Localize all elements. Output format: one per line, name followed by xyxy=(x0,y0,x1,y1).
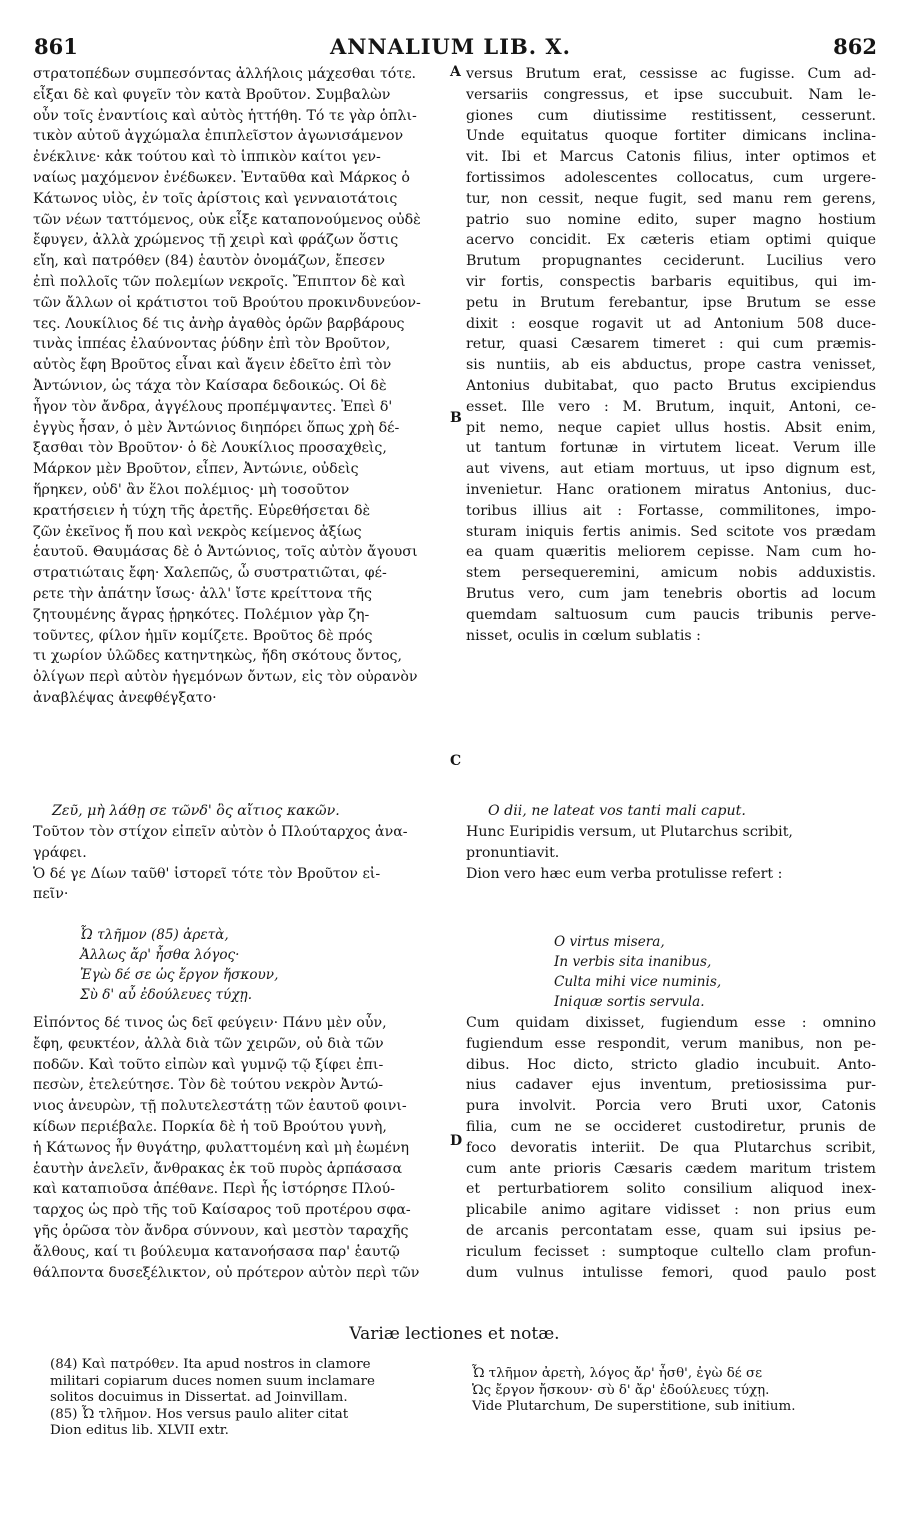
greek-text-line: ἑαυτοῦ. Θαυμάσας δὲ ὁ Ἀντώνιος, τοῖς αὐτὸν ἄγουσι xyxy=(33,544,418,561)
latin-text-line: filia, cum ne se occideret custodiretur, prunis de xyxy=(466,1118,876,1135)
greek-text-line: ἄλθους, καί τι βούλευμα κατανοήσασα παρ' ἑαυτῷ xyxy=(33,1243,400,1260)
note-right-line: Ὡς ἔργον ἤσκουν· σὺ δ' ἄρ' ἐδούλευες τύχῃ. xyxy=(472,1382,770,1398)
latin-text-line: sturam iniquis fertis animis. Sed scitote vos prædam xyxy=(466,523,876,540)
greek-column-top xyxy=(33,64,447,709)
latin-text-line: pura involvit. Porcia vero Bruti uxor, Catonis xyxy=(466,1098,876,1115)
greek-text-line: τῶν ἄλλων οἱ κράτιστοι τοῦ Βρούτου προκινδυνεύον- xyxy=(33,294,421,311)
note-right-line: Ὦ τλῆμον ἀρετὴ, λόγος ἄρ' ἦσθ', ἐγὼ δέ σε xyxy=(472,1366,763,1381)
latin-text-line: dibus. Hoc dicto, stricto gladio incubuit. Anto- xyxy=(466,1056,876,1073)
greek-text-line: πεσὼν, ἐτελεύτησε. Τὸν δὲ τούτου νεκρὸν Ἀντώ- xyxy=(33,1077,384,1094)
page-number-right: 862 xyxy=(833,34,877,59)
latin-text-line: Hunc Euripidis versum, ut Plutarchus scribit, xyxy=(466,824,793,840)
greek-poem-line: Ἐγὼ δέ σε ὡς ἔργον ἤσκουν, xyxy=(80,967,279,983)
latin-column-bottom xyxy=(466,1013,876,1283)
latin-text-line: ut tantum fortunæ in virtutem liceat. Verum ille xyxy=(466,440,876,457)
latin-text-line: Cum quidam dixisset, fugiendum esse : omnino xyxy=(466,1015,876,1031)
greek-text-line: κίδων περιέβαλε. Πορκία δὲ ἡ τοῦ Βρούτου γυνὴ, xyxy=(33,1118,387,1135)
greek-verse: Ζεῦ, μὴ λάθῃ σε τῶνδ' ὃς αἴτιος κακῶν. xyxy=(52,803,340,819)
greek-text-line: ἡ Κάτωνος ἦν θυγάτηρ, φυλαττομένη καὶ μὴ ἐωμένη xyxy=(33,1139,410,1156)
greek-text-line: Ἀντώνιον, ὡς τάχα τὸν Καίσαρα δεδοικώς. Οἱ δὲ xyxy=(33,377,387,394)
greek-text-line: πεῖν· xyxy=(33,886,69,903)
greek-text-line: στρατοπέδων συμπεσόντας ἀλλήλοις μάχεσθαι τότε. xyxy=(33,66,417,82)
latin-text-line: ea quam quæritis meliorem cepisse. Nam cum ho- xyxy=(466,544,876,561)
latin-text-line: fortissimos adolescentes collocatus, cum urgere- xyxy=(466,169,876,186)
greek-text-line: ἥρηκεν, οὐδ' ἂν ἕλοι πολέμιος· μὴ τοσοῦτον xyxy=(33,481,350,498)
greek-text-line: ἐγγὺς ἦσαν, ὁ μὲν Ἀντώνιος διηπόρει ὅπως χρὴ δέ- xyxy=(33,419,400,436)
greek-text-line: ζῶν ἐκεῖνος ἤ που καὶ νεκρὸς κείμενος ἀξίως xyxy=(33,523,362,540)
latin-text-line: dum vulnus intulisse femori, quod paulo post xyxy=(466,1264,876,1281)
latin-text-line: pit nemo, neque capiet ullus hostis. Absit enim, xyxy=(466,419,876,436)
greek-text-line: εἶξαι δὲ καὶ φυγεῖν τὸν κατὰ Βροῦτον. Συμβαλὼν xyxy=(33,86,391,103)
greek-text-line: νιος ἀνευρὼν, τῇ πολυτελεστάτῃ τῶν ἑαυτοῦ φοινι- xyxy=(33,1098,407,1115)
greek-text-line: ἑαυτὴν ἀνελεῖν, ἄνθρακας ἐκ τοῦ πυρὸς ἁρπάσασα xyxy=(33,1160,403,1177)
greek-text-line: καὶ καταπιοῦσα ἀπέθανε. Περὶ ἧς ἱστόρησε Πλού- xyxy=(33,1181,396,1198)
greek-text-line: ζητουμένης ἄγρας ᾑρηκότες. Πολέμιον γὰρ ζη- xyxy=(33,606,370,623)
greek-poem-line: Ὦ τλῆμον (85) ἀρετὰ, xyxy=(80,927,229,943)
latin-text-line: versariis congressus, et ipse succubuit. Nam le- xyxy=(466,86,876,103)
latin-poem xyxy=(554,932,721,1012)
margin-letter-b: B xyxy=(450,410,462,426)
latin-text-line: retur, quasi Cæsarem timeret : qui cum præmis- xyxy=(466,336,876,353)
greek-text-line: ἀναβλέψας ἀνεφθέγξατο· xyxy=(33,689,217,706)
latin-text-line: Dion vero hæc eum verba protulisse refert : xyxy=(466,865,783,882)
latin-verse: O dii, ne lateat vos tanti mali caput. xyxy=(488,803,746,819)
greek-text-line: τες. Λουκίλιος δέ τις ἀνὴρ ἀγαθὸς ὁρῶν βαρβάρους xyxy=(33,315,405,332)
note-left-line: (85) Ὦ τλῆμον. Hos versus paulo aliter citat xyxy=(50,1406,349,1422)
greek-text-line: τικὸν αὐτοῦ ἀγχώμαλα ἐπιπλεῖστον ἀγωνισάμενον xyxy=(33,128,404,145)
latin-text-line: riculum fecisset : sumptoque cultello clam profun- xyxy=(466,1243,876,1260)
greek-column-bottom xyxy=(33,1013,447,1283)
greek-text-line: ξασθαι τὸν Βροῦτον· ὁ δὲ Λουκίλιος προσαχθεὶς, xyxy=(33,440,387,457)
latin-text-line: versus Brutum erat, cessisse ac fugisse. Cum ad- xyxy=(466,66,876,82)
latin-text-line: pronuntiavit. xyxy=(466,844,560,861)
greek-text-line: θάλποντα δυσεξέλικτον, οὐ πρότερον αὐτὸν περὶ τῶν xyxy=(33,1264,420,1281)
margin-letter-d: D xyxy=(450,1133,463,1149)
greek-poem xyxy=(80,925,278,1005)
greek-text-line: ρετε τὴν ἀπάτην ἴσως· ἀλλ' ἴστε κρείττονα τῆς xyxy=(33,585,372,602)
greek-text-line: οὖν τοῖς ἐναντίοις καὶ αὐτὸς ἡττήθη. Τό τε γὰρ ὁπλι- xyxy=(33,107,417,124)
latin-text-line: aut vivens, aut etiam mortuus, ut ipso dignum est, xyxy=(466,461,876,478)
latin-text-line: Brutum propugnantes ceciderunt. Lucilius vero xyxy=(466,253,876,270)
note-left-line: militari copiarum duces nomen suum inclamare xyxy=(50,1373,375,1389)
page-number-left: 861 xyxy=(34,34,78,59)
greek-text-line: τι χωρίον ὑλῶδες κατηντηκὼς, ἤδη σκότους ὄντος, xyxy=(33,648,402,665)
latin-poem-line: Culta mihi vice numinis, xyxy=(554,974,722,990)
note-left-line: (84) Καὶ πατρόθεν. Ita apud nostros in clamore xyxy=(50,1357,371,1372)
latin-text-line: cum ante prioris Cæsaris cædem maritum tristem xyxy=(466,1160,876,1177)
latin-text-line: esset. Ille vero : M. Brutum, inquit, Antoni, ce- xyxy=(466,398,876,415)
latin-text-line: acervo concidit. Ex cæteris etiam optimi quique xyxy=(466,232,876,249)
latin-text-line: sis nuntiis, ab eis abductus, prope castra venisset, xyxy=(466,357,876,374)
latin-text-line: plicabile animo agitare vidisset : non prius eum xyxy=(466,1202,876,1219)
latin-text-line: Unde equitatus quoque fortiter dimicans inclina- xyxy=(466,128,876,145)
latin-text-line: toribus illius ait : Fortasse, commilitones, impo- xyxy=(466,502,876,519)
note-left-line: Dion editus lib. XLVII extr. xyxy=(50,1423,229,1439)
greek-text-line: Τοῦτον τὸν στίχον εἰπεῖν αὐτὸν ὁ Πλούταρχος ἀνα- xyxy=(33,824,408,840)
greek-text-line: γράφει. xyxy=(33,844,87,861)
latin-poem-line: In verbis sita inanibus, xyxy=(554,954,712,970)
latin-text-line: tur, non cessit, neque fugit, sed manu rem gerens, xyxy=(466,190,876,207)
greek-text-line: αὐτὸς ἔφη Βροῦτος εἶναι καὶ ἄγειν ἐδεῖτο ἐπὶ τὸν xyxy=(33,357,392,374)
greek-text-line: ναίως μαχόμενον ἐνέδωκεν. Ἐνταῦθα καὶ Μάρκος ὁ xyxy=(33,169,410,186)
latin-text-line: foco devoratis interiit. De qua Plutarchus scribit, xyxy=(466,1139,876,1156)
note-right-line: Vide Plutarchum, De superstitione, sub initium. xyxy=(472,1399,796,1415)
latin-poem-line: Iniquæ sortis servula. xyxy=(554,994,705,1010)
greek-text-line: ἔφη, φευκτέον, ἀλλὰ διὰ τῶν χειρῶν, οὐ διὰ τῶν xyxy=(33,1035,384,1052)
latin-text-line: Brutus vero, cum jam tenebris obortis ad locum xyxy=(466,585,876,602)
latin-text-line: petu in Brutum ferebantur, ipse Brutum se esse xyxy=(466,294,876,311)
greek-text-line: τινὰς ἱππέας ἐλαύνοντας ῥύδην ἐπὶ τὸν Βροῦτον, xyxy=(33,336,391,353)
greek-text-line: ἔφυγεν, ἀλλὰ χρώμενος τῇ χειρὶ καὶ φράζων ὅστις xyxy=(33,232,399,249)
latin-text-line: nius cadaver ejus inventum, pretiosissima pur- xyxy=(466,1077,876,1094)
latin-text-line: de arcanis percontatam esse, quam sui ipsius pe- xyxy=(466,1222,876,1239)
note-left-line: solitos docuimus in Dissertat. ad Joinvillam. xyxy=(50,1390,348,1406)
latin-poem-line: O virtus misera, xyxy=(554,934,665,950)
margin-letter-a: A xyxy=(450,64,461,80)
greek-poem-line: Ἀλλως ἄρ' ἦσθα λόγος· xyxy=(80,947,240,963)
greek-text-line: στρατιώταις ἔφη· Χαλεπῶς, ὦ συστρατιῶται, φέ- xyxy=(33,565,387,582)
greek-text-line: Μάρκον μὲν Βροῦτον, εἶπεν, Ἀντώνιε, οὐδεὶς xyxy=(33,461,359,478)
latin-text-line: nisset, oculis in cœlum sublatis : xyxy=(466,627,701,644)
greek-text-line: Κάτωνος υἱὸς, ἐν τοῖς ἀρίστοις καὶ γενναιοτάτοις xyxy=(33,190,398,207)
greek-poem-line: Σὺ δ' αὖ ἐδούλευες τύχῃ. xyxy=(80,987,253,1003)
greek-text-line: τῶν νέων ταττόμενος, οὐκ εἶξε καταπονούμενος οὐδὲ xyxy=(33,211,421,228)
latin-text-line: vit. Ibi et Marcus Catonis filius, inter optimos et xyxy=(466,149,876,166)
latin-column-top xyxy=(466,64,876,646)
latin-text-line: stem persequeremini, amicum nobis adduxistis. xyxy=(466,565,876,582)
greek-text-line: Ὁ δέ γε Δίων ταῦθ' ἱστορεῖ τότε τὸν Βροῦτον εἰ- xyxy=(33,865,381,882)
greek-text-line: ἐνέκλινε· κἀκ τούτου καὶ τὸ ἱππικὸν καίτοι γεν- xyxy=(33,149,381,166)
greek-column-middle xyxy=(33,822,447,905)
greek-text-line: ἐπὶ πολλοῖς τῶν πολεμίων νεκροῖς. Ἔπιπτον δὲ καὶ xyxy=(33,273,406,290)
notes-left xyxy=(50,1357,450,1440)
greek-text-line: Εἰπόντος δέ τινος ὡς δεῖ φεύγειν· Πάνυ μὲν οὖν, xyxy=(33,1015,387,1031)
greek-text-line: κρατήσειεν ἡ τύχη τῆς ἀρετῆς. Εὑρεθήσεται δὲ xyxy=(33,502,371,519)
greek-text-line: εἴη, καὶ πατρόθεν (84) ἑαυτὸν ὀνομάζων, ἔπεσεν xyxy=(33,253,385,270)
running-title: ANNALIUM LIB. X. xyxy=(329,34,571,59)
greek-text-line: ὀλίγων περὶ αὐτὸν ἡγεμόνων ὄντων, εἰς τὸν οὐρανὸν xyxy=(33,669,418,686)
latin-text-line: vir fortis, conspectis barbaris equitibus, qui im- xyxy=(466,273,876,290)
greek-text-line: ἦγον τὸν ἄνδρα, ἀγγέλους προπέμψαντες. Ἐπεὶ δ' xyxy=(33,398,393,415)
greek-text-line: ταρχος ὡς πρὸ τῆς τοῦ Καίσαρος τοῦ προτέρου σφα- xyxy=(33,1202,411,1219)
latin-text-line: et perturbatiorem solito consilium aliquod inex- xyxy=(466,1181,876,1198)
latin-text-line: invenietur. Hanc orationem miratus Antonius, duc- xyxy=(466,481,876,498)
greek-text-line: γῆς ὁρῶσα τὸν ἄνδρα σύννουν, καὶ μεστὸν ταραχῆς xyxy=(33,1222,409,1239)
notes-title: Variæ lectiones et notæ. xyxy=(349,1324,560,1344)
latin-text-line: dixit : eosque rogavit ut ad Antonium 508 duce- xyxy=(466,315,876,332)
margin-letter-c: C xyxy=(450,753,462,769)
latin-text-line: fugiendum esse respondit, verum manibus, non pe- xyxy=(466,1035,876,1052)
greek-text-line: τοῦντες, φίλον ἡμῖν κομίζετε. Βροῦτος δὲ πρός xyxy=(33,627,373,644)
latin-text-line: quemdam saltuosum cum paucis tribunis perve- xyxy=(466,606,876,623)
greek-text-line: ποδῶν. Καὶ τοῦτο εἰπὼν καὶ γυμνῷ τῷ ξίφει ἐπι- xyxy=(33,1056,384,1073)
notes-right xyxy=(472,1366,892,1416)
latin-text-line: Antonius dubitabat, quo pacto Brutus excipiendus xyxy=(466,377,876,394)
latin-column-middle xyxy=(466,822,876,884)
latin-text-line: giones cum diutissime restitissent, cesserunt. xyxy=(466,107,876,124)
latin-text-line: patrio suo nomine edito, super magno hostium xyxy=(466,211,876,228)
